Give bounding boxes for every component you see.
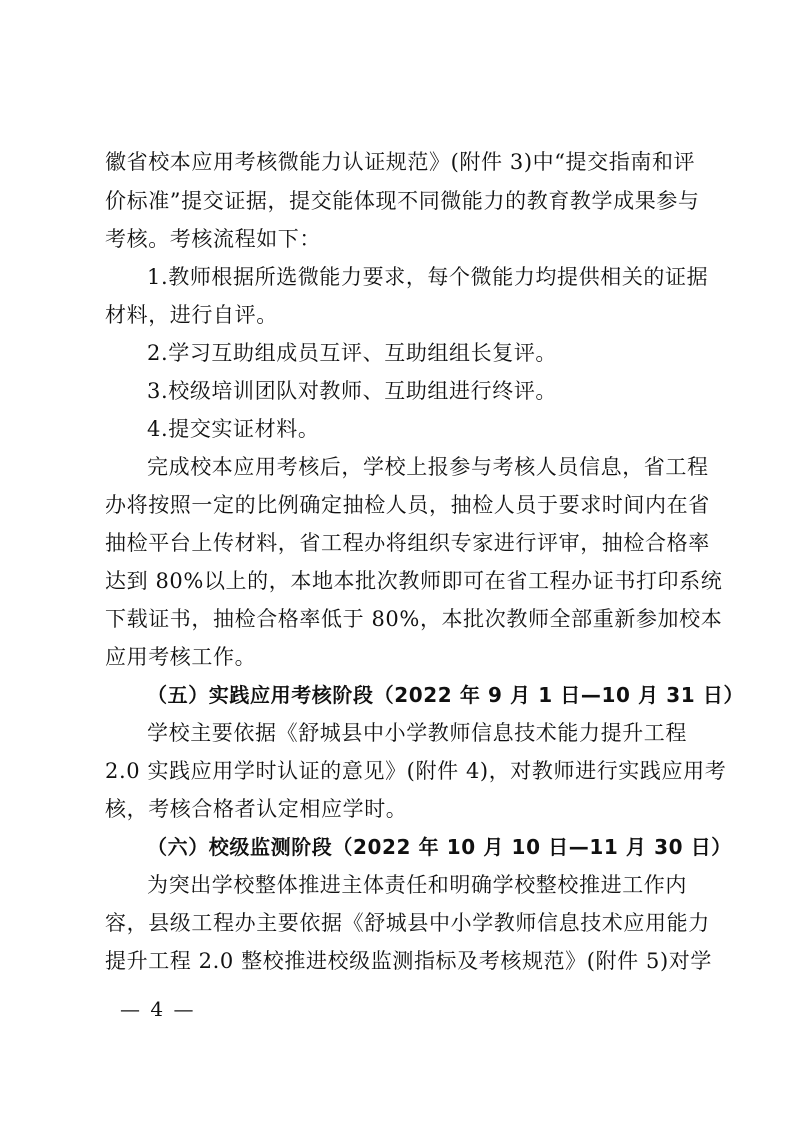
body-text-line: 核，考核合格者认定相应学时。 (105, 797, 408, 821)
body-text-line: 2.0 实践应用学时认证的意见》(附件 4)，对教师进行实践应用考 (105, 759, 727, 783)
body-text-line: 价标准”提交证据，提交能体现不同微能力的教育教学成果参与 (105, 189, 700, 213)
body-text-line: 材料，进行自评。 (105, 303, 278, 327)
body-text-line: 考核。考核流程如下： (105, 227, 321, 251)
body-text-line: 下载证书，抽检合格率低于 80%，本批次教师全部重新参加校本 (105, 607, 723, 631)
body-text-line: 应用考核工作。 (105, 645, 257, 669)
list-item-4: 4.提交实证材料。 (147, 417, 320, 441)
section-heading-5: （五）实践应用考核阶段（2022 年 9 月 1 日—10 月 31 日） (147, 683, 745, 707)
body-text-line: 抽检平台上传材料，省工程办将组织专家进行评审，抽检合格率 (105, 531, 710, 555)
body-text-line: 学校主要依据《舒城县中小学教师信息技术能力提升工程 (147, 721, 687, 745)
page-number: — 4 — (120, 997, 196, 1021)
body-text-line: 容，县级工程办主要依据《舒城县中小学教师信息技术应用能力 (105, 911, 710, 935)
body-text-line: 完成校本应用考核后，学校上报参与考核人员信息，省工程 (147, 455, 709, 479)
body-text-line: 办将按照一定的比例确定抽检人员，抽检人员于要求时间内在省 (105, 493, 710, 517)
list-item-3: 3.校级培训团队对教师、互助组进行终评。 (147, 379, 558, 403)
body-text-line: 徽省校本应用考核微能力认证规范》(附件 3)中“提交指南和评 (105, 150, 696, 174)
list-item-2: 2.学习互助组成员互评、互助组组长复评。 (147, 341, 558, 365)
list-item-1: 1.教师根据所选微能力要求，每个微能力均提供相关的证据 (147, 265, 709, 289)
body-text-line: 提升工程 2.0 整校推进校级监测指标及考核规范》(附件 5)对学 (105, 949, 712, 973)
section-heading-6: （六）校级监测阶段（2022 年 10 月 10 日—11 月 30 日） (147, 835, 732, 859)
body-text-line: 为突出学校整体推进主体责任和明确学校整校推进工作内 (147, 873, 687, 897)
body-text-line: 达到 80%以上的，本地本批次教师即可在省工程办证书打印系统 (105, 569, 723, 593)
